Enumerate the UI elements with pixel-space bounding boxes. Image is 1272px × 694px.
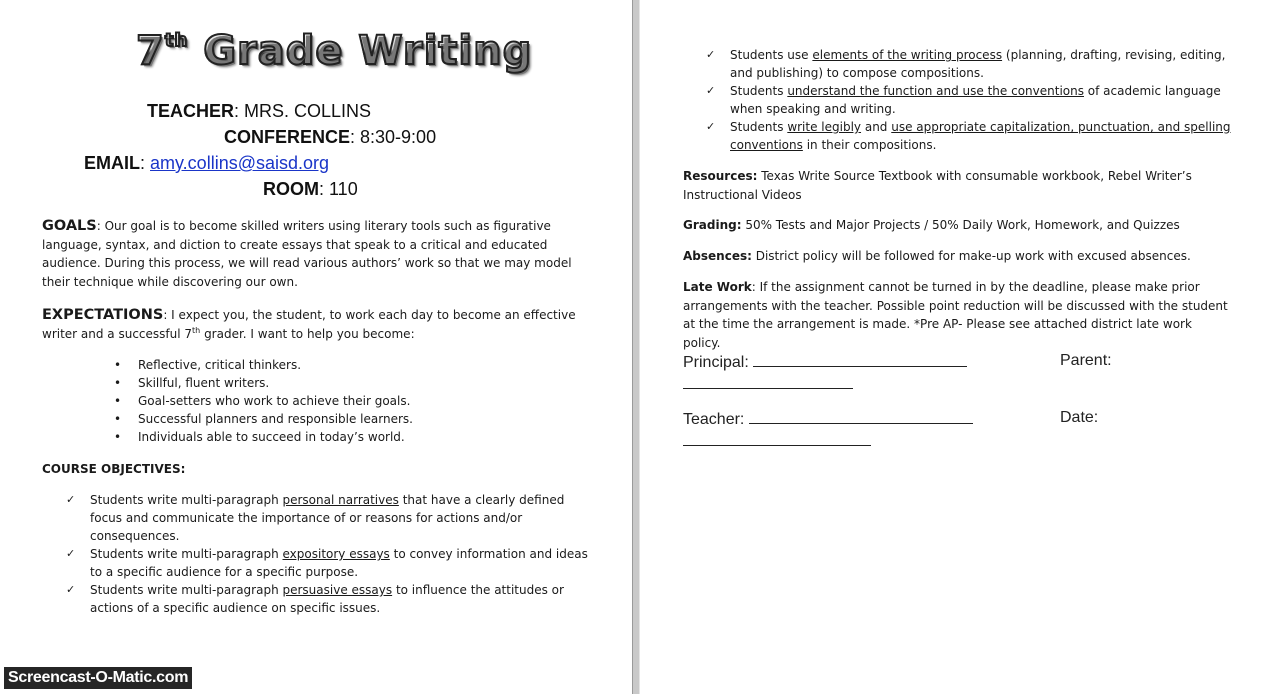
room-value: : 110: [319, 179, 358, 199]
objectives-list-continued: [706, 46, 1236, 154]
checkmark-icon: ✓: [706, 120, 716, 133]
list-item: • Individuals able to succeed in today’s world.: [112, 428, 413, 446]
objective-text-end: (planning, drafting, revising, editing, and publishing) to compose compositions.: [730, 48, 1226, 80]
teacher-signature-label: Teacher:: [683, 411, 745, 428]
objective-underlined: write legibly: [787, 120, 862, 134]
room-line: [263, 179, 358, 200]
expectations-text: : I expect you, the student, to work each day to become an effective writer and a successful 7: [42, 308, 576, 341]
conference-value: : 8:30-9:00: [350, 127, 437, 147]
absences-paragraph: [683, 247, 1228, 266]
email-link[interactable]: amy.collins@saisd.org: [150, 153, 330, 173]
objective-text-end: in their compositions.: [802, 138, 937, 152]
checkmark-icon: ✓: [706, 48, 716, 61]
conference-label: CONFERENCE: [224, 127, 351, 147]
checkmark-icon: ✓: [706, 84, 716, 97]
resources-paragraph: [683, 167, 1228, 204]
principal-signature: [683, 352, 967, 372]
objective-text-end: to influence the attitudes or actions of a specific audience on specific issues.: [90, 583, 564, 615]
objective-underlined: persuasive essays: [282, 583, 393, 597]
teacher-line: [147, 101, 371, 122]
objectives-list: [66, 491, 596, 617]
email-line: [84, 153, 329, 174]
course-objectives-heading: COURSE OBJECTIVES:: [42, 462, 186, 476]
teacher-label: TEACHER: [147, 101, 235, 121]
checkmark-icon: ✓: [66, 583, 76, 596]
objective-underlined-2: use appropriate capitalization, punctuation, and spelling conventions: [730, 120, 1231, 152]
conference-line: [224, 127, 436, 148]
document-title: [136, 28, 546, 74]
grading-text: 50% Tests and Major Projects / 50% Daily Work, Homework, and Quizzes: [741, 218, 1180, 232]
objective-text: Students write multi-paragraph: [90, 583, 283, 597]
late-work-paragraph: [683, 278, 1228, 352]
absences-text: District policy will be followed for make-up work with excused absences.: [751, 249, 1191, 263]
email-label: EMAIL: [84, 153, 140, 173]
date-line: [683, 431, 871, 446]
goals-label: GOALS: [42, 218, 97, 234]
list-item: [706, 118, 1236, 154]
teacher-signature-line: [749, 409, 973, 424]
parent-signature-line: [683, 374, 853, 389]
expectations-text-end: grader. I want to help you become:: [200, 326, 415, 341]
expectations-list: [112, 356, 413, 446]
email-separator: :: [140, 153, 151, 173]
room-label: ROOM: [263, 179, 319, 199]
late-work-text: : If the assignment cannot be turned in by the deadline, please make prior arrangements with the teacher. Possible point reduction will be discussed with the student at the time the arrangement is made. *Pre AP- Please see attached district late work policy.: [683, 280, 1228, 350]
list-item: [66, 491, 596, 545]
objective-text-end: to convey information and ideas to a specific audience for a specific purpose.: [90, 547, 588, 579]
objective-text-end: that have a clearly defined focus and communicate the importance of or reasons for actions and/or consequences.: [90, 493, 565, 543]
principal-signature-line: [753, 352, 967, 367]
checkmark-icon: ✓: [66, 547, 76, 560]
grading-paragraph: [683, 216, 1228, 235]
list-item: [706, 46, 1236, 82]
list-item: [706, 82, 1236, 118]
screencast-watermark: Screencast-O-Matic.com: [4, 667, 192, 689]
parent-label: Parent:: [1060, 352, 1112, 369]
list-item: • Goal-setters who work to achieve their goals.: [112, 392, 413, 410]
objective-underlined: expository essays: [282, 547, 390, 561]
objective-underlined: elements of the writing process: [812, 48, 1003, 62]
teacher-signature: [683, 409, 973, 429]
checkmark-icon: ✓: [66, 493, 76, 506]
objective-text-end: of academic language when speaking and writing.: [730, 84, 1221, 116]
objective-text: Students write multi-paragraph: [90, 547, 283, 561]
absences-label: Absences:: [683, 249, 752, 263]
objective-text: Students use: [730, 48, 813, 62]
title-suffix: th: [164, 30, 189, 51]
late-work-label: Late Work: [683, 280, 752, 294]
document-page-left: [0, 0, 632, 694]
resources-label: Resources:: [683, 169, 758, 183]
parent-signature: [1060, 352, 1112, 370]
expectations-sup: th: [192, 325, 201, 335]
objective-text: Students: [730, 84, 788, 98]
objective-text: Students write multi-paragraph: [90, 493, 283, 507]
goals-paragraph: [42, 217, 598, 291]
objective-underlined: understand the function and use the conventions: [787, 84, 1084, 98]
objective-text-mid: and: [861, 120, 892, 134]
principal-label: Principal:: [683, 354, 749, 371]
list-item: • Successful planners and responsible learners.: [112, 410, 413, 428]
parent-signature-line-wrap: [683, 374, 853, 394]
page-divider: [632, 0, 640, 694]
list-item: [66, 581, 596, 617]
expectations-label: EXPECTATIONS: [42, 307, 164, 323]
goals-text: : Our goal is to become skilled writers using literary tools such as figurative language, syntax, and diction to create essays that speak to a critical and educated audience. During this process, we will read various authors’ work so that we may model their technique while discovering our own.: [42, 219, 572, 289]
date-line-wrap: [683, 431, 871, 451]
list-item: [66, 545, 596, 581]
title-text: Grade Writing: [188, 28, 533, 74]
list-item: • Skillful, fluent writers.: [112, 374, 413, 392]
document-page-right: [640, 0, 1272, 694]
title-number: 7: [136, 28, 165, 74]
grading-label: Grading:: [683, 218, 742, 232]
resources-text: Texas Write Source Textbook with consumable workbook, Rebel Writer’s Instructional Videos: [683, 169, 1192, 202]
date-field: [1060, 409, 1098, 427]
teacher-value: : MRS. COLLINS: [234, 101, 372, 121]
date-label: Date:: [1060, 409, 1099, 426]
objective-text: Students: [730, 120, 788, 134]
expectations-paragraph: [42, 306, 598, 343]
objective-underlined: personal narratives: [282, 493, 399, 507]
list-item: • Reflective, critical thinkers.: [112, 356, 413, 374]
